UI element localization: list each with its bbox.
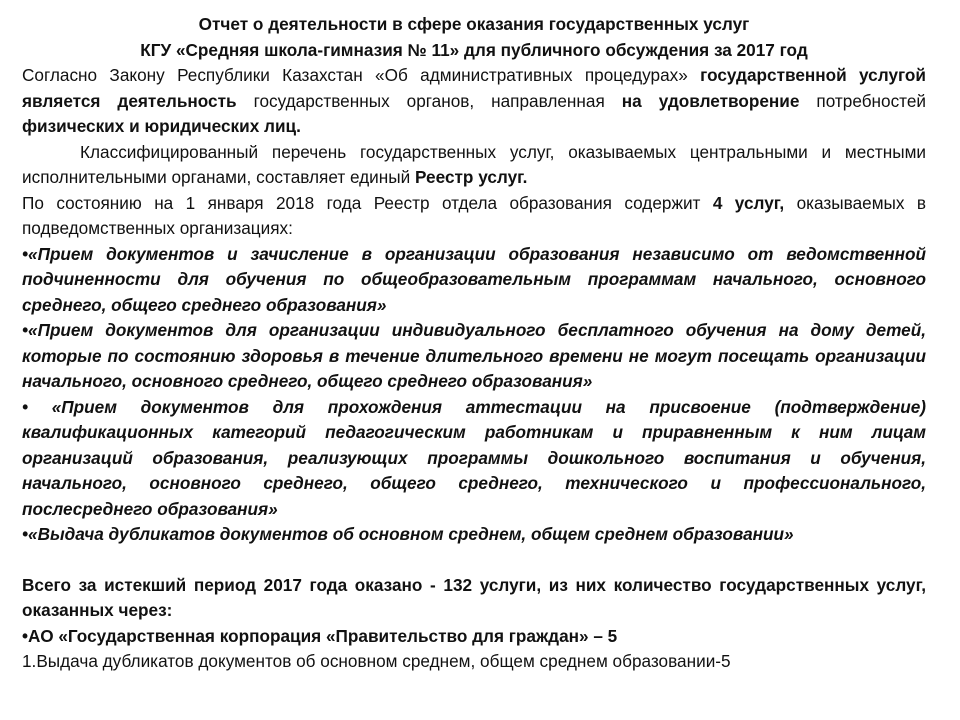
intro-term-state-service: государственной услугой является bbox=[22, 65, 926, 111]
summary-provider: •АО «Государственная корпорация «Правительство для граждан» – 5 bbox=[22, 625, 618, 646]
document-title-line-2: КГУ «Средняя школа-гимназия № 11» для публичного обсуждения за 2017 год bbox=[140, 39, 808, 60]
summary-total: Всего за истекший период 2017 года оказано - 132 услуги, из них количество государственных услуг, оказанных через: bbox=[22, 574, 926, 620]
service-item-1: •«Прием документов и зачисление в организации образования независимо от ведомственной подчиненности для обучения по общеобразовательным программам начального, основного среднего, общего среднего образования» bbox=[22, 243, 926, 315]
intro-state-bodies-text: государственных органов, направленная bbox=[253, 90, 605, 111]
intro-law-text: Согласно Закону Республики Казахстан «Об административных процедурах» bbox=[22, 65, 688, 85]
summary-item: 1.Выдача дубликатов документов об основном среднем, общем среднем образовании-5 bbox=[22, 651, 731, 671]
service-item-4: •«Выдача дубликатов документов об основном среднем, общем среднем образовании» bbox=[22, 524, 794, 544]
document-title-line-1: Отчет о деятельности в сфере оказания государственных услуг bbox=[198, 14, 750, 34]
intro-register-text: Классифицированный перечень государственных услуг, оказываемых центральными и местными исполнительными органами, составляет единый bbox=[22, 141, 926, 187]
intro-term-and: и bbox=[129, 116, 140, 136]
intro-term-legal-entities: юридических лиц. bbox=[144, 116, 301, 136]
intro-paragraph-count bbox=[22, 191, 926, 242]
intro-term-activity: деятельность bbox=[117, 90, 237, 111]
service-item-2: •«Прием документов для организации индивидуального бесплатного обучения на дому детей, которые по состоянию здоровья в течение длительного времени не могут посещать организации начального, основного среднего, общего среднего образования» bbox=[22, 320, 926, 391]
intro-term-satisfaction: на удовлетворение bbox=[621, 90, 800, 111]
intro-subordinate-text: оказываемых в подведомственных организациях: bbox=[22, 192, 927, 238]
intro-needs-text: потребностей bbox=[816, 90, 927, 111]
intro-service-count: 4 услуг, bbox=[712, 192, 785, 213]
service-item-3: • «Прием документов для прохождения аттестации на присвоение (подтверждение) квалификационных категорий педагогическим работникам и приравненным к ним лицам организаций образования, реализующих программы дошкольного воспитания и обучения, начального, основного среднего, общего среднего, технического и профессионального, послесреднего образования» bbox=[22, 396, 926, 519]
intro-term-physical: физических bbox=[22, 116, 125, 136]
paragraph-gap bbox=[22, 548, 926, 573]
intro-count-text: По состоянию на 1 января 2018 года Реестр отдела образования содержит bbox=[22, 192, 701, 213]
intro-paragraph-law bbox=[22, 63, 926, 140]
intro-paragraph-register bbox=[22, 140, 926, 191]
intro-term-register: Реестр услуг. bbox=[415, 167, 528, 187]
